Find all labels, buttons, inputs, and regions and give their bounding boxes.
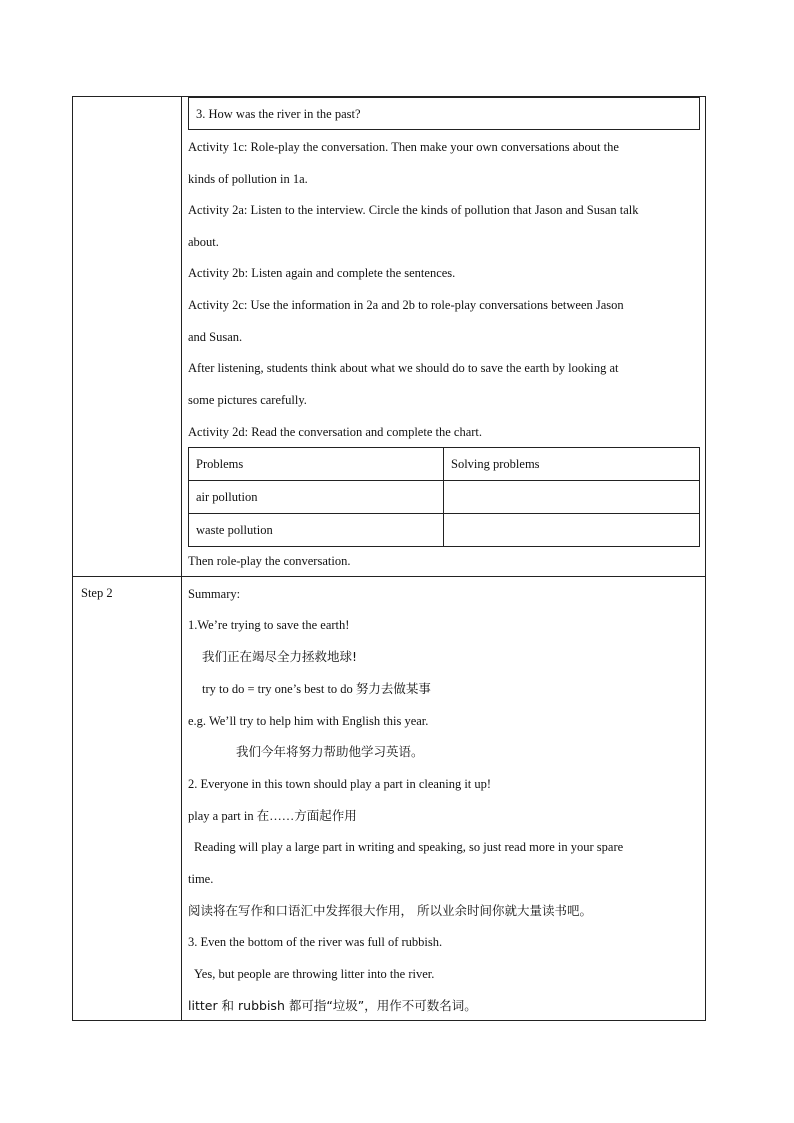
table-row: [189, 514, 700, 547]
chart-cell: waste pollution: [189, 514, 444, 547]
chart-header-problems: Problems: [189, 448, 444, 481]
chart-cell: [444, 481, 700, 514]
after-chart-line: Then role-play the conversation.: [188, 554, 351, 568]
lesson-table: [72, 96, 706, 1021]
chart-cell: [444, 514, 700, 547]
summary-line: time.: [188, 872, 214, 886]
summary-line: Yes, but people are throwing litter into the river.: [194, 967, 435, 981]
activity-line: Activity 2b: Listen again and complete the sentences.: [188, 266, 456, 280]
summary-line: Reading will play a large part in writing and speaking, so just read more in your spare: [194, 840, 624, 854]
summary-line: 1.We’re trying to save the earth!: [188, 618, 350, 632]
table-row: [189, 448, 700, 481]
summary-line: try to do = try one’s best to do 努力去做某事: [202, 682, 431, 696]
step-label: Step 2: [81, 586, 113, 600]
row-divider: [73, 576, 705, 577]
chart-header-solving: Solving problems: [444, 448, 700, 481]
summary-line: Summary:: [188, 587, 241, 601]
problems-chart: [188, 447, 700, 547]
summary-line: 2. Everyone in this town should play a part in cleaning it up!: [188, 777, 492, 791]
activity-line: some pictures carefully.: [188, 393, 307, 407]
question-text: 3. How was the river in the past?: [196, 107, 361, 121]
activity-line: about.: [188, 235, 219, 249]
activity-line: Activity 2c: Use the information in 2a and 2b to role-play conversations between Jason: [188, 298, 624, 312]
activity-line: Activity 2a: Listen to the interview. Circle the kinds of pollution that Jason and Susan talk: [188, 203, 639, 217]
column-divider: [181, 97, 182, 1020]
activity-line: Activity 1c: Role-play the conversation. Then make your own conversations about the: [188, 140, 619, 154]
activity-line: Activity 2d: Read the conversation and complete the chart.: [188, 425, 483, 439]
summary-line: 我们正在竭尽全力拯救地球!: [202, 649, 358, 664]
summary-line: play a part in 在……方面起作用: [188, 809, 357, 823]
activity-line: After listening, students think about what we should do to save the earth by looking at: [188, 361, 619, 375]
summary-line: 我们今年将努力帮助他学习英语。: [236, 744, 424, 759]
summary-line: litter 和 rubbish 都可指“垃圾”，用作不可数名词。: [188, 998, 477, 1013]
activity-line: kinds of pollution in 1a.: [188, 172, 308, 186]
summary-line: 阅读将在写作和口语汇中发挥很大作用， 所以业余时间你就大量读书吧。: [188, 903, 592, 918]
summary-line: 3. Even the bottom of the river was full of rubbish.: [188, 935, 443, 949]
chart-cell: air pollution: [189, 481, 444, 514]
activity-line: and Susan.: [188, 330, 243, 344]
summary-line: e.g. We’ll try to help him with English this year.: [188, 714, 429, 728]
table-row: [189, 481, 700, 514]
